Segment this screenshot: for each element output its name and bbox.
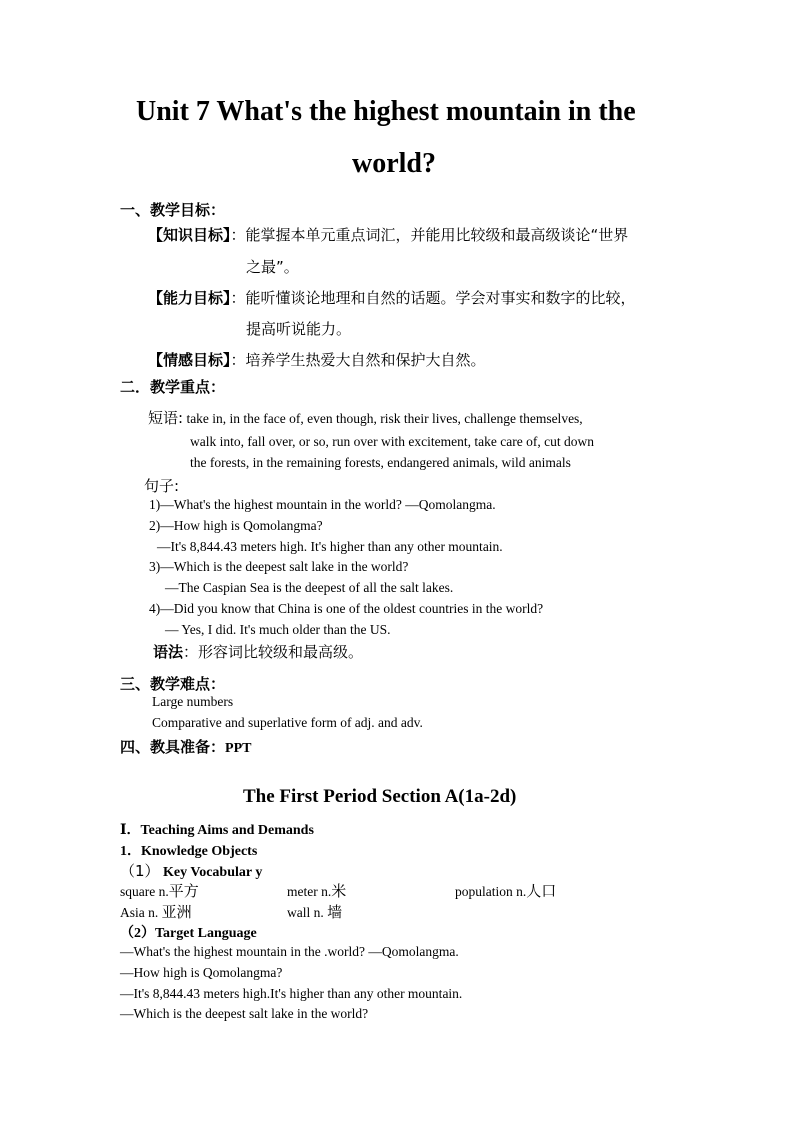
- target-sentence-4: —Which is the deepest salt lake in the world?: [120, 1006, 369, 1021]
- vocab-item: [455, 880, 556, 901]
- key-vocab-label: Key Vocabular y: [159, 865, 263, 880]
- sentences-label: 句子:: [144, 477, 180, 495]
- section4-heading: 四、教具准备：: [120, 738, 226, 756]
- sentence-2b: —It's 8,844.43 meters high. It's higher than any other mountain.: [157, 539, 503, 554]
- section1-heading: 一、教学目标：: [120, 201, 226, 219]
- sentence-4a: 4)—Did you know that China is one of the oldest countries in the world?: [149, 601, 544, 616]
- doc-title-line2: world?: [352, 148, 436, 179]
- phrases-line2: walk into, fall over, or so, run over with excitement, take care of, cut down: [190, 434, 594, 449]
- vocab-word: population n.: [455, 884, 527, 899]
- teaching-aims-heading: Ⅰ．Teaching Aims and Demands: [120, 823, 314, 838]
- emotion-goal-text: ：培养学生热爱大自然和保护大自然。: [230, 351, 486, 369]
- ability-goal-label: 【能力目标】: [148, 289, 231, 307]
- vocab-word: meter n.: [287, 884, 332, 899]
- vocab-word: square n.: [120, 884, 169, 899]
- target-sentence-1: —What's the highest mountain in the .world? —Qomolangma.: [120, 944, 459, 959]
- grammar-text: ：形容词比较级和最高级。: [183, 643, 364, 661]
- difficulty-line2: Comparative and superlative form of adj. and adv.: [152, 715, 423, 730]
- sentence-4b: — Yes, I did. It's much older than the US.: [165, 622, 391, 637]
- phrases-line1: [148, 407, 583, 428]
- target-sentence-2: —How high is Qomolangma?: [120, 965, 283, 980]
- phrases-text1: take in, in the face of, even though, risk their lives, challenge themselves,: [183, 411, 583, 426]
- section2-heading: 二．教学重点：: [120, 378, 226, 396]
- vocab-cn: 米: [331, 882, 347, 900]
- section4-value: PPT: [225, 741, 252, 756]
- knowledge-goal-label: 【知识目标】: [148, 226, 231, 244]
- emotion-goal-label: 【情感目标】: [148, 351, 231, 369]
- knowledge-goal-text: ：能掌握本单元重点词汇，并能用比较级和最高级谈论“世界: [230, 226, 629, 244]
- vocab-cn: 亚洲: [161, 903, 192, 921]
- knowledge-objects-heading: 1．Knowledge Objects: [120, 844, 258, 859]
- vocab-cn: 平方: [168, 882, 199, 900]
- sentence-2a: 2)—How high is Qomolangma?: [149, 518, 323, 533]
- vocab-cn: 人口: [526, 882, 557, 900]
- vocab-word: wall n.: [287, 905, 328, 920]
- target-sentence-3: —It's 8,844.43 meters high.It's higher than any other mountain.: [120, 986, 463, 1001]
- grammar-line: [153, 641, 363, 662]
- vocab-item: [120, 880, 199, 901]
- emotion-goal: [148, 349, 486, 370]
- knowledge-goal: [148, 224, 628, 245]
- sentence-3a: 3)—Which is the deepest salt lake in the world?: [149, 559, 409, 574]
- section3-heading: 三、教学难点：: [120, 675, 226, 693]
- phrases-label: 短语:: [148, 409, 184, 427]
- grammar-label: 语法: [153, 643, 184, 661]
- ability-goal-text2: 提高听说能力。: [246, 320, 352, 338]
- target-language-heading: （2）Target Language: [120, 926, 257, 941]
- key-vocab-num: （1）: [120, 862, 160, 880]
- period-title: The First Period Section A(1a-2d): [243, 786, 517, 807]
- vocab-item: [287, 880, 346, 901]
- difficulty-line1: Large numbers: [152, 694, 234, 709]
- doc-title-line1: Unit 7 What's the highest mountain in the: [136, 96, 636, 127]
- vocab-item: [287, 901, 342, 922]
- knowledge-goal-text2: 之最”。: [246, 258, 299, 276]
- section4-line: [120, 736, 251, 757]
- key-vocab-heading: [120, 860, 262, 881]
- phrases-line3: the forests, in the remaining forests, endangered animals, wild animals: [190, 455, 571, 470]
- sentence-3b: —The Caspian Sea is the deepest of all the salt lakes.: [165, 580, 454, 595]
- ability-goal: [148, 287, 636, 308]
- sentence-1: 1)—What's the highest mountain in the world? —Qomolangma.: [149, 497, 496, 512]
- vocab-item: [120, 901, 192, 922]
- vocab-word: Asia n.: [120, 905, 162, 920]
- ability-goal-text: ：能听懂谈论地理和自然的话题。学会对事实和数字的比较，: [230, 289, 636, 307]
- vocab-cn: 墙: [327, 903, 343, 921]
